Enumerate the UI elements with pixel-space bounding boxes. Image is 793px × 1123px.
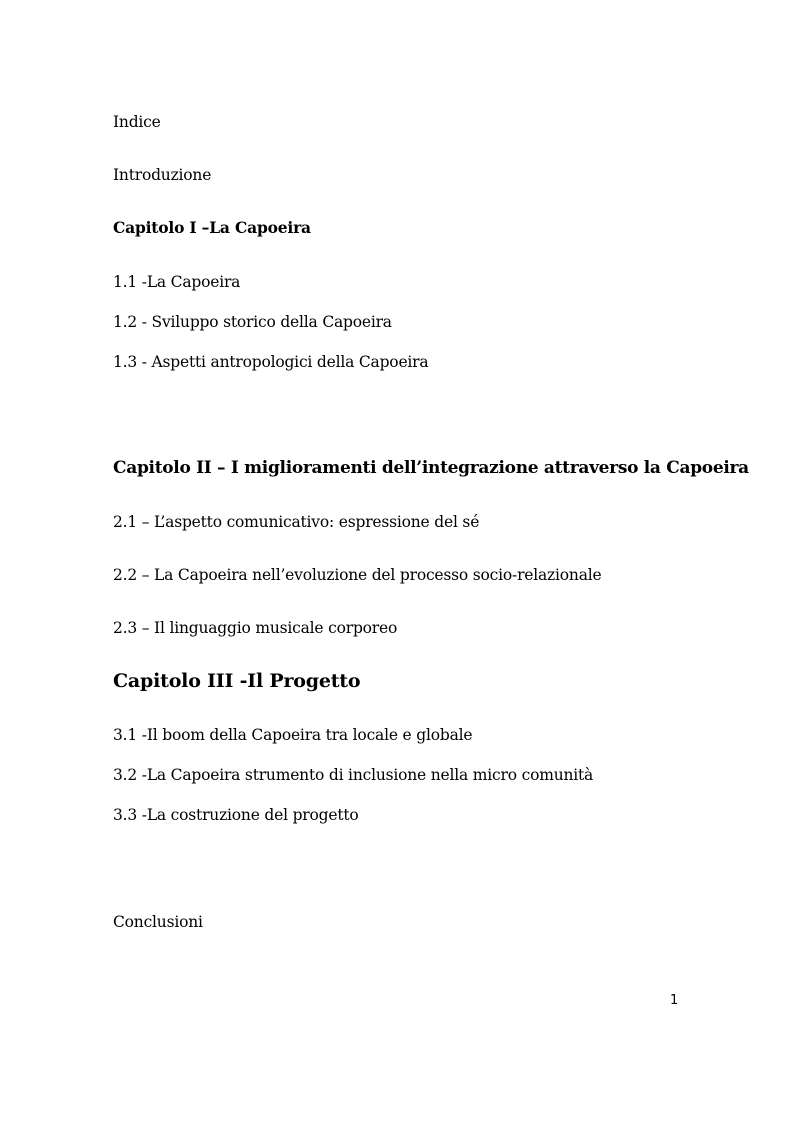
page-number: 1 xyxy=(670,993,679,1008)
chapter-1-title: Capitolo I –La Capoeira xyxy=(113,218,311,237)
section-1-1: 1.1 -La Capoeira xyxy=(113,273,241,291)
section-3-3: 3.3 -La costruzione del progetto xyxy=(113,806,359,824)
chapter-2-title: Capitolo II – I miglioramenti dell’integrazione attraverso la Capoeira xyxy=(113,458,749,478)
chapter-3-title: Capitolo III -Il Progetto xyxy=(113,670,361,692)
section-2-2: 2.2 – La Capoeira nell’evoluzione del processo socio-relazionale xyxy=(113,566,602,584)
section-2-3: 2.3 – Il linguaggio musicale corporeo xyxy=(113,619,398,637)
section-2-1: 2.1 – L’aspetto comunicativo: espressione del sé xyxy=(113,513,480,531)
section-1-3: 1.3 - Aspetti antropologici della Capoeira xyxy=(113,353,429,371)
section-3-2: 3.2 -La Capoeira strumento di inclusione nella micro comunità xyxy=(113,766,594,784)
toc-conclusion: Conclusioni xyxy=(113,913,203,931)
section-3-1: 3.1 -Il boom della Capoeira tra locale e globale xyxy=(113,726,473,744)
toc-introduction: Introduzione xyxy=(113,166,212,184)
toc-heading: Indice xyxy=(113,113,161,131)
section-1-2: 1.2 - Sviluppo storico della Capoeira xyxy=(113,313,392,331)
